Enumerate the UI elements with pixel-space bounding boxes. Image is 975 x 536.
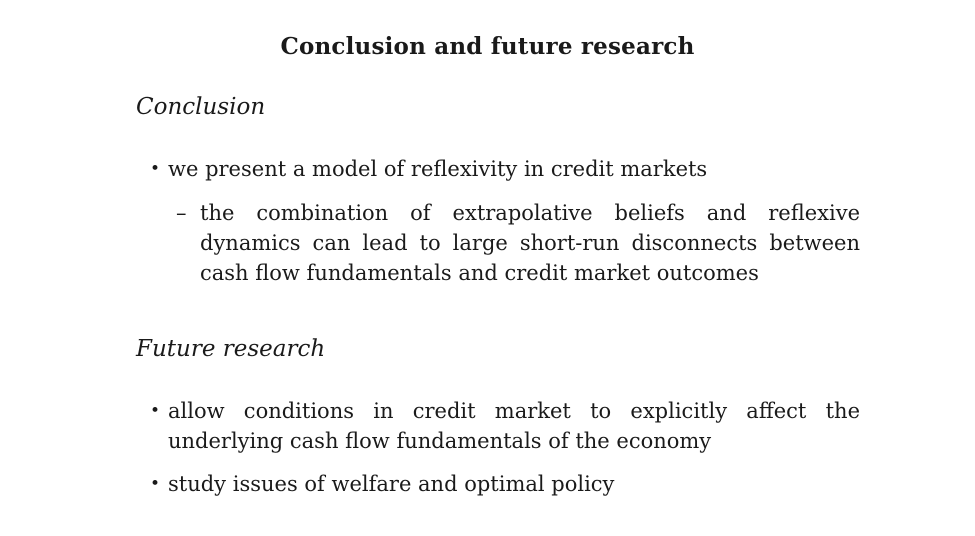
bullet-marker: •	[150, 159, 161, 179]
bullet-item	[150, 396, 860, 456]
bullet-text: allow conditions in credit market to explicitly affect the underlying cash flow fundamentals of the economy	[168, 399, 860, 453]
sub-bullet-item	[176, 198, 860, 288]
sub-bullet-text: the combination of extrapolative beliefs and reflexive dynamics can lead to large short-run disconnects between cash flow fundamentals and credit market outcomes	[200, 201, 860, 285]
bullet-item	[150, 469, 860, 499]
slide-title: Conclusion and future research	[280, 33, 695, 60]
bullet-marker: •	[150, 474, 161, 494]
section-heading-conclusion: Conclusion	[136, 94, 266, 120]
bullet-text: study issues of welfare and optimal policy	[168, 472, 615, 496]
section-heading-future-research: Future research	[136, 336, 326, 362]
bullet-marker: •	[150, 401, 161, 421]
bullet-item	[150, 154, 860, 184]
sub-bullet-marker: –	[176, 201, 187, 225]
bullet-text: we present a model of reflexivity in credit markets	[168, 157, 708, 181]
